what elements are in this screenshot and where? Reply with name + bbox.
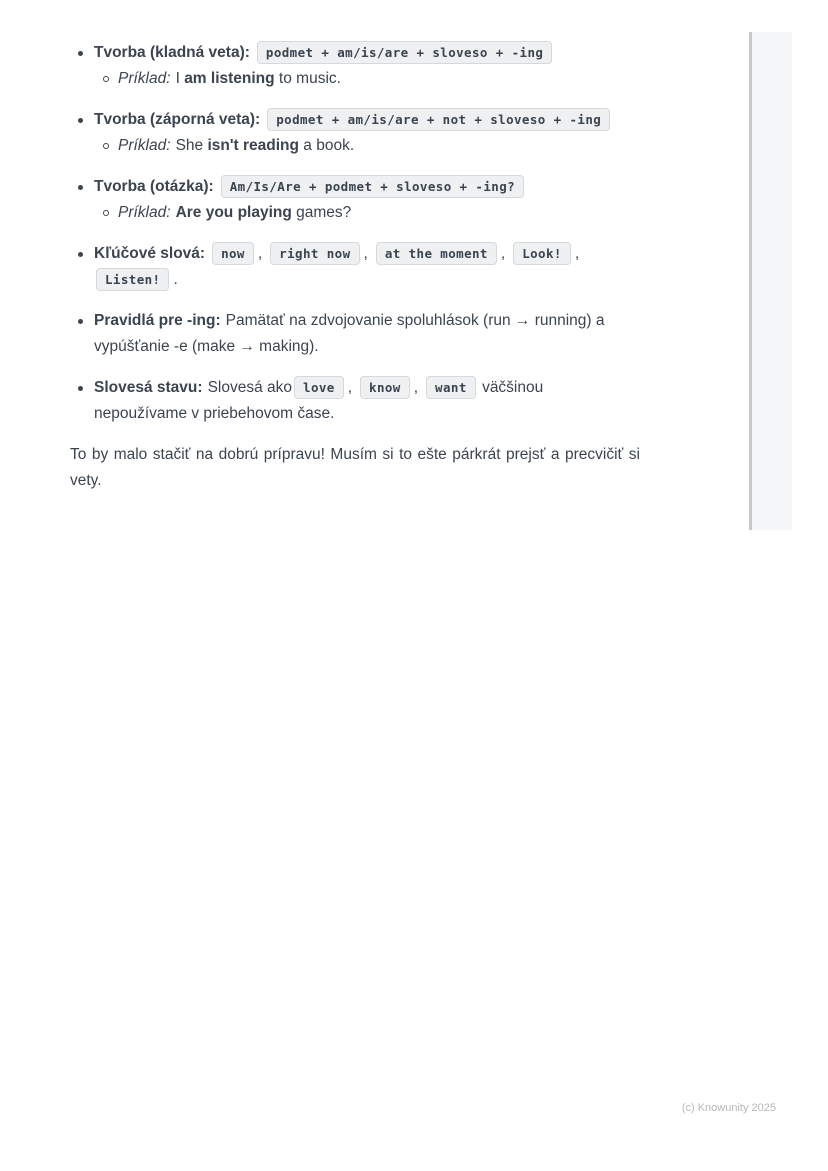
example-text-post: games?: [291, 204, 352, 221]
code-badge: Look!: [513, 242, 571, 265]
separator: ,: [500, 245, 506, 262]
item-tail-text: väčšinou nepoužívame v priebehovom čase.: [94, 379, 544, 422]
example-label: Príklad:: [118, 137, 171, 154]
code-badge: love: [294, 376, 344, 399]
example-line: [94, 66, 640, 92]
example-text-bold: Are you playing: [175, 204, 292, 221]
example-text-bold: isn't reading: [207, 137, 299, 154]
list-item-stative-verbs: [70, 375, 640, 427]
code-badge: want: [426, 376, 476, 399]
example-label: Príklad:: [118, 204, 171, 221]
example-text-pre: She: [175, 137, 208, 154]
separator: ,: [347, 379, 353, 396]
closing-paragraph: To by malo stačiť na dobrú prípravu! Musím si to ešte párkrát prejsť a precvičiť si vety.: [70, 446, 640, 489]
separator: ,: [413, 379, 419, 396]
copyright-footer: (c) Knowunity 2025: [681, 1102, 776, 1114]
example-line: [94, 133, 640, 159]
code-badge: podmet + am/is/are + not + sloveso + -ing: [267, 108, 610, 131]
code-badge: podmet + am/is/are + sloveso + -ing: [257, 41, 552, 64]
separator: ,: [257, 245, 263, 262]
example-text-post: to music.: [274, 70, 341, 87]
item-label: Slovesá stavu:: [94, 379, 203, 396]
item-label: Tvorba (kladná veta):: [94, 44, 250, 61]
scrollbar-edge: [749, 32, 752, 530]
list-item-keywords: [70, 241, 640, 293]
code-badge: know: [360, 376, 410, 399]
notes-list: [70, 40, 640, 427]
example-line: [94, 200, 640, 226]
item-lead-text: Slovesá ako: [207, 379, 293, 396]
example-text-post: a book.: [299, 137, 355, 154]
code-badge: right now: [270, 242, 359, 265]
separator: ,: [574, 245, 580, 262]
code-badge: now: [212, 242, 254, 265]
item-label: Pravidlá pre -ing:: [94, 312, 221, 329]
scrollbar-track[interactable]: [749, 32, 792, 530]
list-item-negative: [70, 107, 640, 159]
separator: .: [173, 271, 178, 288]
example-label: Príklad:: [118, 70, 171, 87]
list-item-question: [70, 174, 640, 226]
list-item-ing-rules: [70, 308, 640, 360]
item-text: Pamätať na zdvojovanie spoluhlások (run → running) a vypúšťanie -e (make → making).: [94, 312, 605, 355]
item-label: Tvorba (záporná veta):: [94, 111, 261, 128]
code-badge: at the moment: [376, 242, 497, 265]
item-label: Kľúčové slová:: [94, 245, 206, 262]
separator: ,: [363, 245, 368, 262]
code-badge: Listen!: [96, 268, 169, 291]
item-label: Tvorba (otázka):: [94, 178, 214, 195]
example-text-bold: am listening: [184, 70, 275, 87]
document-content: [70, 40, 640, 494]
list-item-affirmative: [70, 40, 640, 92]
code-badge: Am/Is/Are + podmet + sloveso + -ing?: [221, 175, 524, 198]
example-text-pre: I: [175, 70, 185, 87]
